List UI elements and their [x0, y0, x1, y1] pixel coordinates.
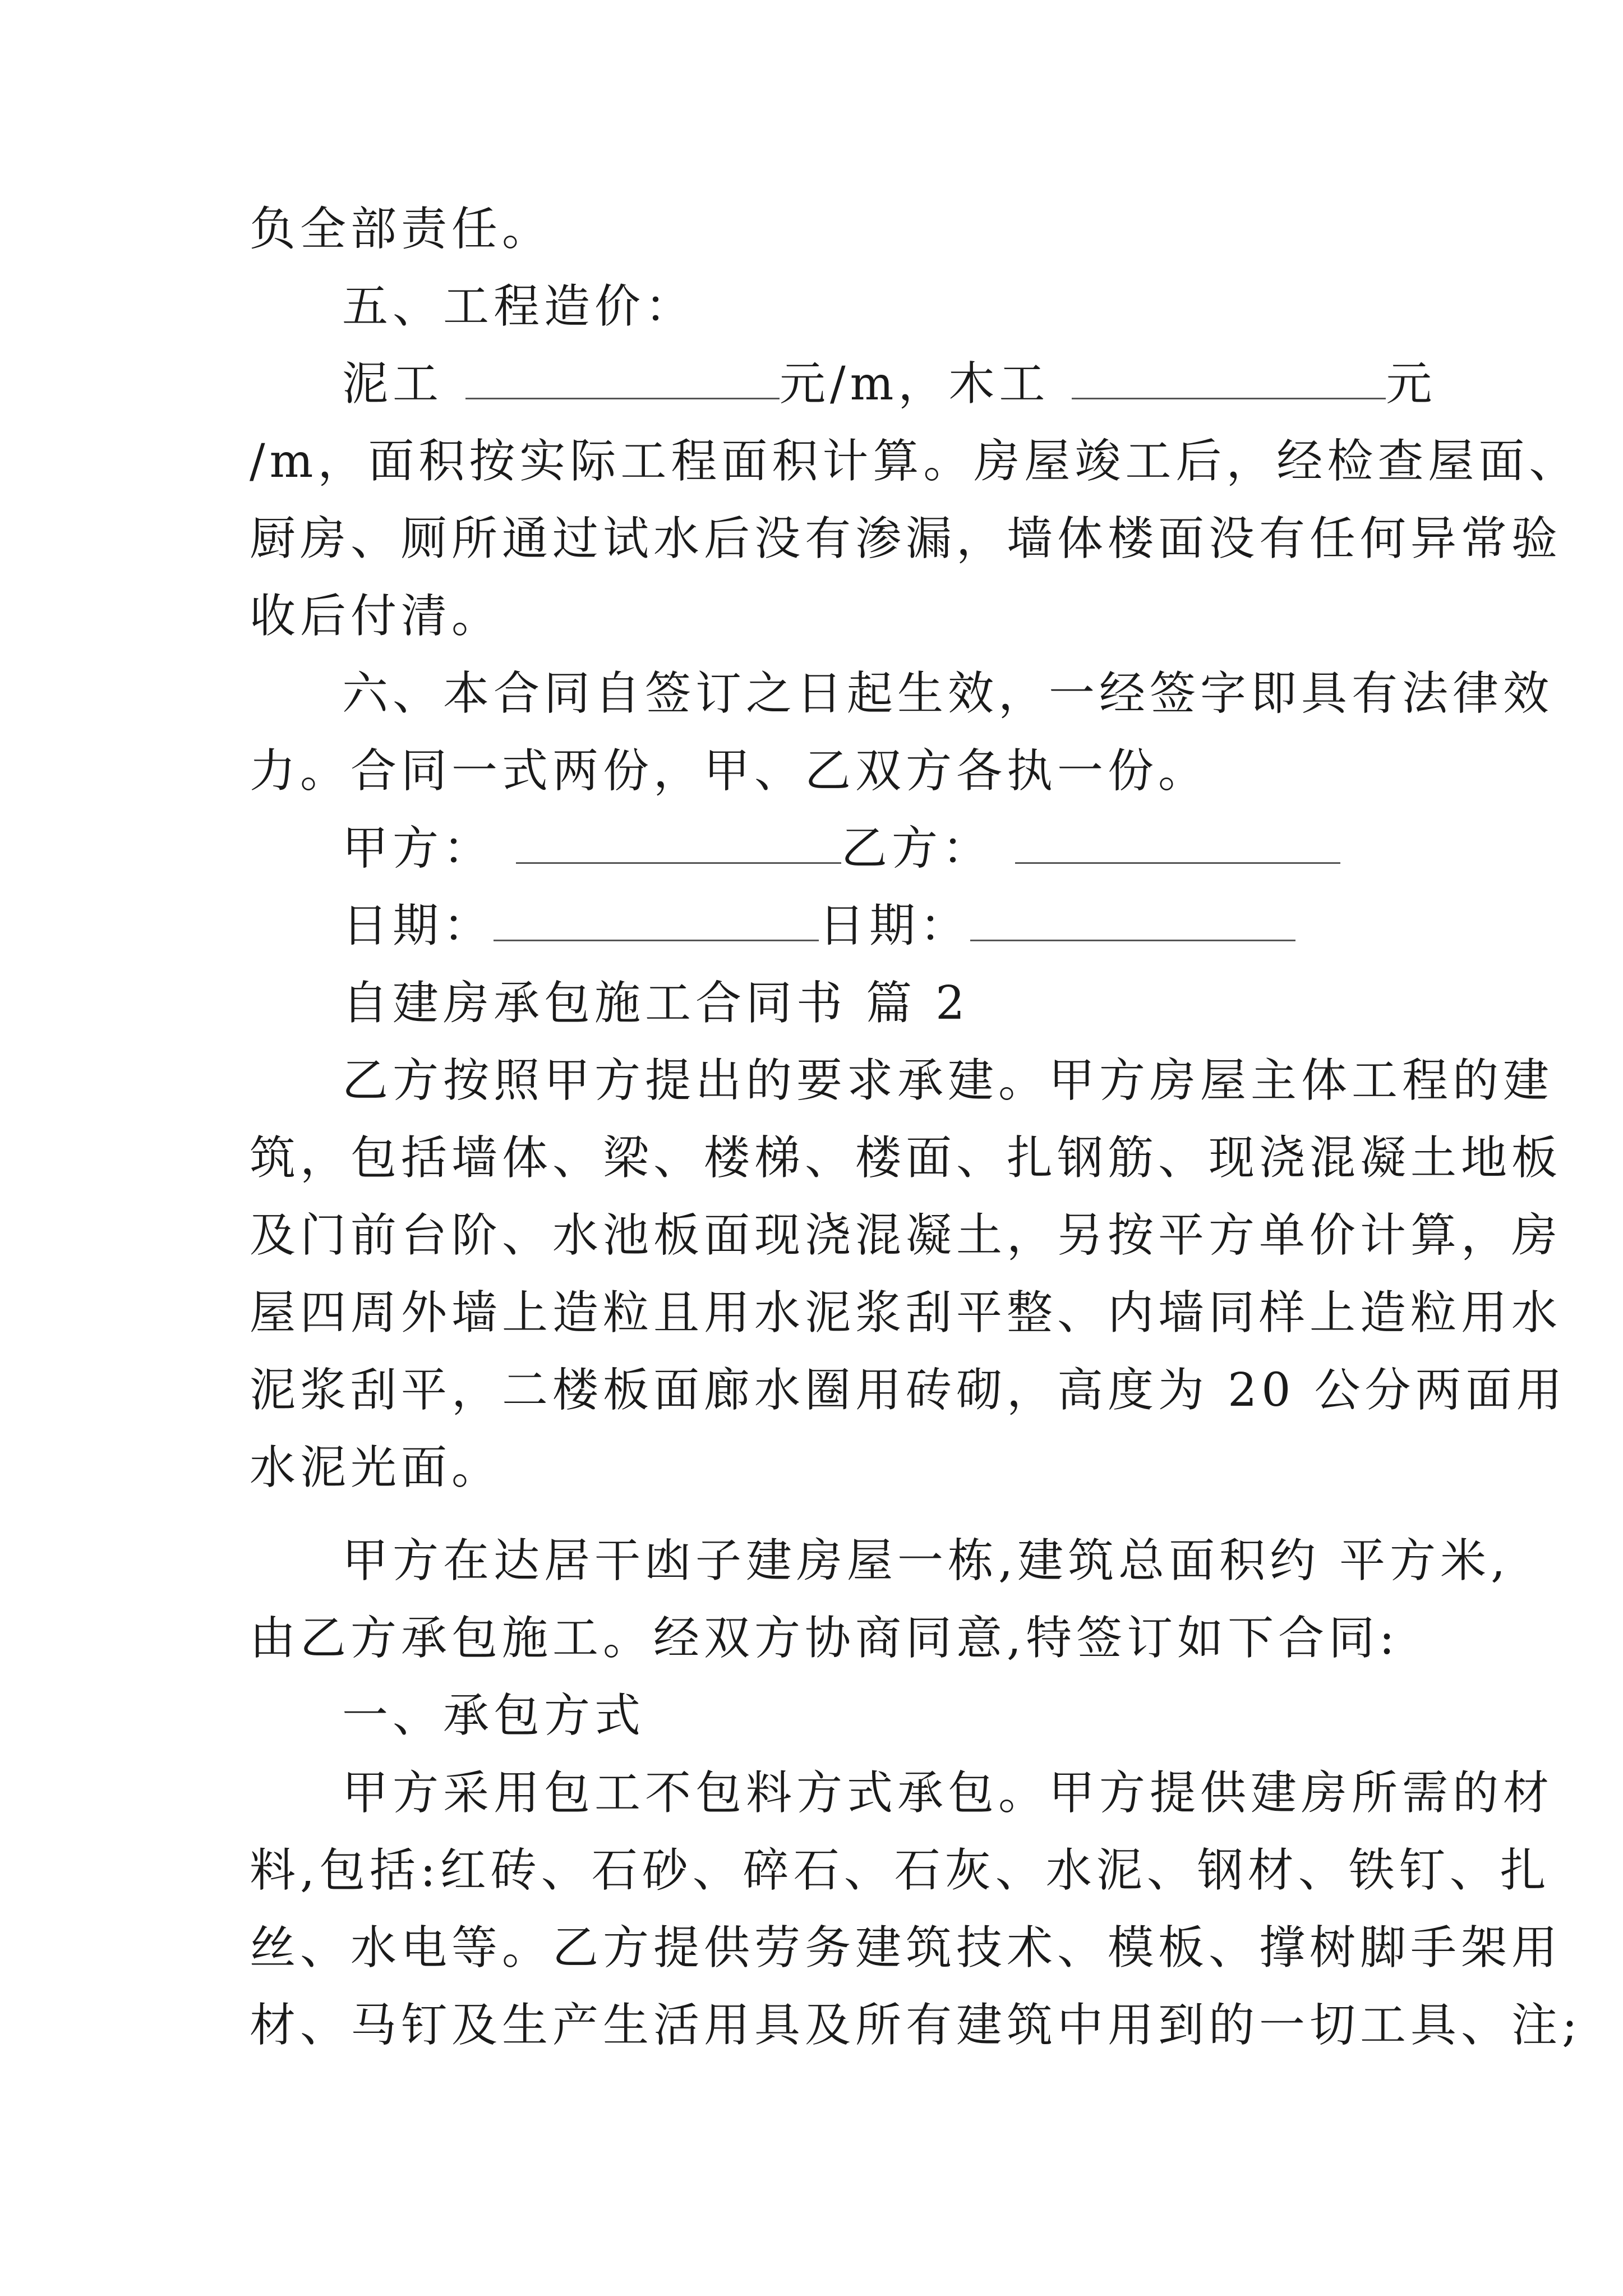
party-b-label: 乙方： [841, 822, 993, 875]
paragraph-line: 乙方按照甲方提出的要求承建。甲方房屋主体工程的建 [342, 1054, 1554, 1107]
paragraph-line: 由乙方承包施工。经双方协商同意,特签订如下合同: [250, 1612, 1399, 1665]
paragraph-line: 收后付清。 [250, 590, 502, 643]
mason-price-blank [465, 358, 780, 399]
paragraph-line: 材、马钉及生产生活用具及所有建筑中用到的一切工具、注; [250, 1999, 1582, 2052]
paragraph-line: 负全部责任。 [250, 203, 553, 256]
section-title: 自建房承包施工合同书 篇 2 [342, 977, 970, 1030]
paragraph-line: 力。合同一式两份，甲、乙双方各执一份。 [250, 744, 1209, 798]
paragraph-line: 水泥光面。 [250, 1441, 502, 1494]
section-heading-cost: 五、工程造价： [342, 280, 696, 333]
paragraph-line: 屋四周外墙上造粒且用水泥浆刮平整、内墙同样上造粒用水 [250, 1286, 1562, 1340]
date-b-blank [970, 900, 1295, 941]
paragraph-line: 丝、水电等。乙方提供劳务建筑技术、模板、撑树脚手架用 [250, 1921, 1562, 1975]
paragraph-line: 甲方在达居干凼子建房屋一栋,建筑总面积约 平方米, [342, 1534, 1510, 1588]
paragraph-line: /m，面积按实际工程面积计算。房屋竣工后，经检查屋面、 [250, 435, 1580, 488]
paragraph-line: 及门前台阶、水池板面现浇混凝土，另按平方单价计算，房 [250, 1209, 1562, 1262]
document-body [250, 191, 1582, 2064]
paragraph-line: 料,包括:红砖、石砂、碎石、石灰、水泥、钢材、铁钉、扎 [250, 1844, 1551, 1897]
paragraph-line: 厨房、厕所通过试水后没有渗漏，墙体楼面没有任何异常验 [250, 512, 1562, 565]
cost-line [250, 346, 1437, 423]
carpenter-price-blank [1072, 358, 1386, 399]
date-a-label: 日期： [342, 899, 494, 953]
mason-unit-carpenter-label: 元/m，木工 [780, 357, 1050, 411]
paragraph-line: 筑，包括墙体、梁、楼梯、楼面、扎钢筋、现浇混凝土地板 [250, 1131, 1562, 1185]
carpenter-unit: 元 [1386, 357, 1437, 411]
paragraph-line: 六、本合同自签订之日起生效，一经签字即具有法律效 [342, 667, 1554, 720]
paragraph-line: 泥浆刮平，二楼板面廊水圈用砖砌，高度为 20 公分两面用 [250, 1364, 1567, 1417]
party-a-blank [516, 823, 841, 864]
date-a-blank [494, 900, 819, 941]
party-b-blank [1015, 823, 1340, 864]
mason-label: 泥工 [342, 357, 444, 411]
signature-line-parties [250, 810, 1388, 887]
party-a-label: 甲方： [342, 822, 494, 875]
section-heading-contract-mode: 一、承包方式 [342, 1689, 645, 1742]
signature-line-dates [250, 887, 1388, 965]
date-b-label: 日期： [819, 899, 971, 953]
paragraph-line: 甲方采用包工不包料方式承包。甲方提供建房所需的材 [342, 1766, 1554, 1820]
